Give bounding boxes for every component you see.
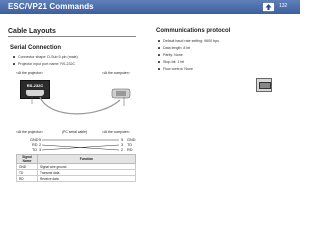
right-pin-name: GND — [127, 138, 136, 142]
table-header-row — [17, 155, 136, 164]
signal-table — [16, 154, 136, 182]
comm-bullet: Default baud rate setting: 9600 bps — [158, 39, 219, 43]
right-pin-number: 5 — [121, 138, 124, 142]
table-header: Signal Name — [17, 155, 38, 164]
left-pin-number: 5 — [39, 138, 42, 142]
right-pin-number: 3 — [121, 143, 124, 147]
at-projector-label: <At the projector> — [16, 71, 43, 75]
table-cell: TD — [17, 170, 38, 176]
left-pin-number: 3 — [39, 148, 42, 152]
left-pin-name: RD — [32, 143, 38, 147]
table-cell: GND — [17, 164, 38, 170]
computer-port — [256, 78, 272, 92]
page-number: 132 — [279, 3, 288, 9]
right-pin-name: RD — [127, 148, 133, 152]
comm-bullet: Parity: None — [158, 53, 183, 57]
cable-line — [40, 97, 120, 114]
wiring-right-label: <At the computer> — [102, 130, 130, 134]
top-icon[interactable] — [262, 2, 275, 12]
header-bar — [0, 0, 300, 14]
table-cell: RD — [17, 176, 38, 182]
right-pin-name: TD — [127, 143, 133, 147]
table-row — [17, 176, 136, 182]
left-pin-number: 2 — [39, 143, 42, 147]
table-cell: Transmit data — [38, 170, 136, 176]
cable-plug-icon — [112, 89, 130, 98]
section-heading: Cable Layouts — [8, 28, 136, 37]
right-pin-number: 2 — [121, 148, 124, 152]
projector-port — [20, 80, 50, 99]
wire-line — [42, 145, 119, 150]
left-pin-name: TD — [32, 148, 38, 152]
serial-bullet: Connector shape: D-Sub 9-pin (male) — [13, 55, 78, 59]
at-computer-label: <At the computer> — [102, 71, 130, 75]
dsub-connector-icon — [26, 90, 44, 96]
comm-bullet: Stop-bit: 1 bit — [158, 60, 184, 64]
serial-heading: Serial Connection — [10, 45, 62, 51]
wiring-mid-label: (PC serial cable) — [62, 130, 88, 134]
wiring-left-label: <At the projector> — [16, 130, 43, 134]
wire-line — [42, 145, 119, 150]
left-pin-name: GND — [30, 138, 39, 142]
table-cell: Signal wire ground — [38, 164, 136, 170]
cable-plug-icon — [116, 91, 126, 96]
table-header: Function — [38, 155, 136, 164]
comm-heading: Communications protocol — [156, 28, 231, 34]
page-title: ESC/VP21 Commands — [8, 2, 94, 11]
serial-bullet: Projector input port name: RS-232C — [13, 62, 75, 66]
port-label: RS-232C — [26, 83, 44, 88]
table-cell: Receive data — [38, 176, 136, 182]
computer-serial-icon — [259, 82, 271, 89]
comm-bullet: Flow control: None — [158, 67, 193, 71]
comm-bullet: Data length: 8 bit — [158, 46, 190, 50]
